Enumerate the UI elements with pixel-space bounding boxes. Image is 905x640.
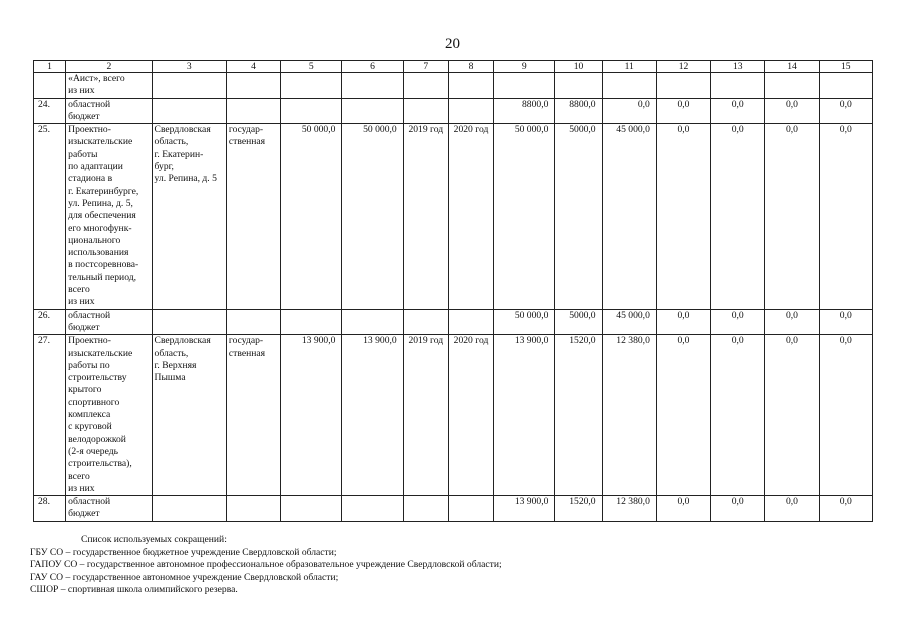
object-name-cell-line: из них [68,296,95,308]
year-cell [448,98,493,124]
object-name-cell-line: в постсоревнова- [68,259,139,271]
year-cell [403,309,448,335]
year-cell [448,73,493,99]
value-cell: 0,0 [711,98,765,124]
row-number: 25. [34,124,66,309]
year-cell [403,496,448,522]
object-name-cell-line: по адаптации [68,161,123,173]
year-cell [448,309,493,335]
object-name-cell-line: крытого [68,384,102,396]
year-cell: 2020 год [448,335,493,496]
ownership-cell-line: ственная [228,347,266,359]
value-cell: 13 900,0 [494,335,555,496]
value-cell [281,98,342,124]
abbreviation-item: ГБУ СО – государственное бюджетное учреждение Свердловской области; [30,546,337,558]
object-name-cell-line: строительству [68,372,127,384]
row-number: 26. [34,309,66,335]
value-cell: 0,0 [819,335,872,496]
value-cell [342,98,403,124]
object-name-cell-line: для обеспечения [68,210,136,222]
value-cell: 8800,0 [555,98,602,124]
value-cell: 0,0 [819,98,872,124]
object-name-cell-line: использования [68,247,129,259]
table-row [34,309,873,335]
abbreviations-section [30,534,890,597]
abbreviation-item: ГАПОУ СО – государственное автономное профессиональное образовательное учреждение Свердловской области; [30,559,502,571]
object-name-cell [66,98,152,124]
column-header: 14 [765,61,819,73]
value-cell: 13 900,0 [281,335,342,496]
object-name-cell-line: изыскательские [68,347,133,359]
location-cell-line: область, [154,347,189,359]
value-cell: 0,0 [765,124,819,309]
column-header: 8 [448,61,493,73]
value-cell: 45 000,0 [602,124,656,309]
column-header-row [34,61,873,73]
column-header: 3 [152,61,226,73]
year-cell: 2019 год [403,124,448,309]
column-header: 15 [819,61,872,73]
value-cell: 0,0 [711,335,765,496]
object-name-cell-line: тельный период, [68,271,136,283]
object-name-cell-line: спортивного [68,396,120,408]
value-cell: 0,0 [656,496,710,522]
value-cell: 0,0 [819,496,872,522]
value-cell: 0,0 [765,335,819,496]
object-name-cell-line: работы по [68,359,110,371]
location-cell-line: бург, [154,161,174,173]
value-cell [342,309,403,335]
object-name-cell-line: из них [68,482,95,494]
object-name-cell-line: всего [68,470,90,482]
value-cell [602,73,656,99]
year-cell [403,73,448,99]
value-cell [711,73,765,99]
value-cell: 50 000,0 [281,124,342,309]
location-cell [152,124,226,309]
location-cell-line: г. Екатерин- [154,148,204,160]
object-name-cell-line: строительства), [68,458,132,470]
location-cell-line: Свердловская [154,124,211,136]
ownership-cell [226,73,280,99]
row-number [34,73,66,99]
value-cell: 0,0 [602,98,656,124]
abbreviation-item: ГАУ СО – государственное автономное учреждение Свердловской области; [30,571,339,583]
value-cell: 13 900,0 [494,496,555,522]
object-name-cell-line: ционального [68,234,121,246]
ownership-cell [226,335,280,496]
value-cell: 1520,0 [555,335,602,496]
location-cell-line: ул. Репина, д. 5 [154,173,217,185]
table-row [34,335,873,496]
value-cell [342,496,403,522]
table-row [34,124,873,309]
value-cell: 13 900,0 [342,335,403,496]
location-cell-line: область, [154,136,189,148]
ownership-cell-line: государ- [228,124,264,136]
value-cell [281,309,342,335]
table-row [34,496,873,522]
table-row [34,73,873,99]
column-header: 9 [494,61,555,73]
value-cell [281,496,342,522]
column-header: 4 [226,61,280,73]
object-name-cell-line: областной [68,496,111,508]
object-name-cell-line: бюджет [68,321,100,333]
column-header: 1 [34,61,66,73]
value-cell: 0,0 [819,124,872,309]
ownership-cell [226,309,280,335]
ownership-cell-line: государ- [228,335,264,347]
location-cell-line: Пышма [154,372,186,384]
object-name-cell [66,309,152,335]
year-cell [403,98,448,124]
object-name-cell-line: велодорожкой [68,433,126,445]
object-name-cell-line: комплекса [68,409,111,421]
page-number: 20 [445,36,460,52]
row-number: 24. [34,98,66,124]
value-cell: 0,0 [656,309,710,335]
year-cell: 2019 год [403,335,448,496]
value-cell: 45 000,0 [602,309,656,335]
object-name-cell-line: «Аист», всего [68,73,125,84]
value-cell: 5000,0 [555,309,602,335]
value-cell: 5000,0 [555,124,602,309]
value-cell [765,73,819,99]
location-cell-line: г. Верхняя [154,359,197,371]
year-cell: 2020 год [448,124,493,309]
object-name-cell [66,124,152,309]
column-header: 13 [711,61,765,73]
column-header: 12 [656,61,710,73]
value-cell: 12 380,0 [602,335,656,496]
ownership-cell-line: ственная [228,136,266,148]
object-name-cell-line: его многофунк- [68,222,132,234]
value-cell: 0,0 [711,124,765,309]
object-name-cell-line: областной [68,309,111,321]
column-header: 6 [342,61,403,73]
abbreviations-title: Список используемых сокращений: [81,534,227,545]
object-name-cell-line: бюджет [68,508,100,520]
object-name-cell-line: областной [68,98,111,110]
object-name-cell-line: (2-я очередь [68,445,118,457]
object-name-cell [66,73,152,99]
value-cell: 0,0 [711,309,765,335]
location-cell-line: Свердловская [154,335,211,347]
abbreviation-item: СШОР – спортивная школа олимпийского резерва. [30,584,238,596]
value-cell: 0,0 [765,98,819,124]
location-cell [152,73,226,99]
value-cell [819,73,872,99]
object-name-cell-line: стадиона в [68,173,113,185]
row-number: 27. [34,335,66,496]
object-name-cell-line: ул. Репина, д. 5, [68,197,133,209]
value-cell [494,73,555,99]
object-name-cell [66,335,152,496]
value-cell: 0,0 [819,309,872,335]
column-header: 7 [403,61,448,73]
value-cell: 50 000,0 [494,309,555,335]
object-name-cell-line: г. Екатеринбурге, [68,185,139,197]
value-cell: 0,0 [765,309,819,335]
location-cell [152,98,226,124]
value-cell: 12 380,0 [602,496,656,522]
object-name-cell [66,496,152,522]
value-cell: 0,0 [656,98,710,124]
value-cell [555,73,602,99]
column-header: 5 [281,61,342,73]
column-header: 11 [602,61,656,73]
value-cell: 50 000,0 [494,124,555,309]
value-cell: 8800,0 [494,98,555,124]
location-cell [152,309,226,335]
budget-table [33,60,873,522]
row-number: 28. [34,496,66,522]
column-header: 2 [66,61,152,73]
value-cell [656,73,710,99]
location-cell [152,496,226,522]
object-name-cell-line: всего [68,284,90,296]
object-name-cell-line: работы [68,148,98,160]
ownership-cell [226,98,280,124]
value-cell: 1520,0 [555,496,602,522]
table-body [34,61,873,522]
value-cell: 50 000,0 [342,124,403,309]
value-cell: 0,0 [711,496,765,522]
ownership-cell [226,124,280,309]
object-name-cell-line: Проектно- [68,335,111,347]
column-header: 10 [555,61,602,73]
object-name-cell-line: бюджет [68,110,100,122]
value-cell [342,73,403,99]
object-name-cell-line: изыскательские [68,136,133,148]
ownership-cell [226,496,280,522]
value-cell: 0,0 [656,124,710,309]
year-cell [448,496,493,522]
value-cell: 0,0 [656,335,710,496]
object-name-cell-line: Проектно- [68,124,111,136]
value-cell [281,73,342,99]
location-cell [152,335,226,496]
object-name-cell-line: из них [68,85,95,97]
value-cell: 0,0 [765,496,819,522]
object-name-cell-line: с круговой [68,421,112,433]
table-row [34,98,873,124]
